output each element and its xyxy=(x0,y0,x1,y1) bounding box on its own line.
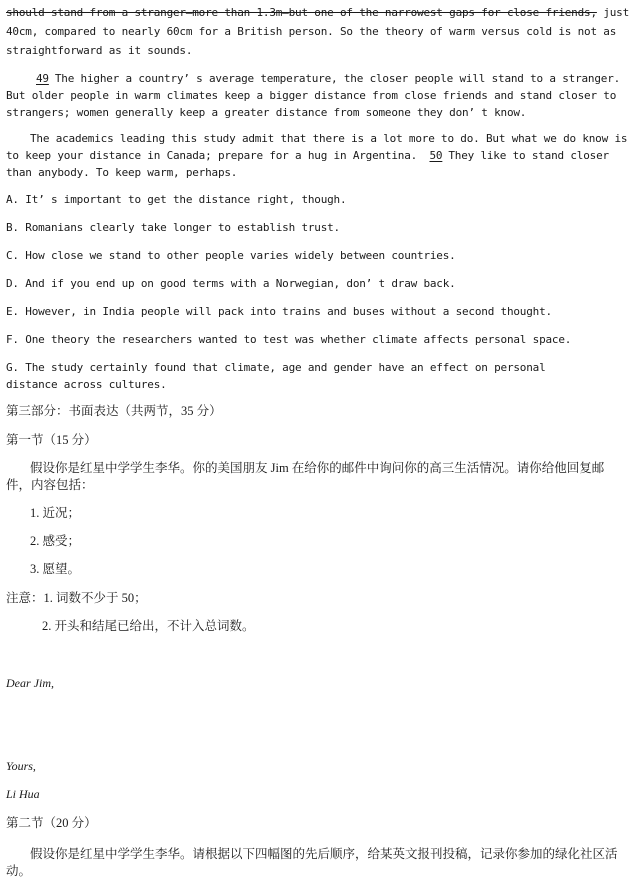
content-item-1: 1. 近况； xyxy=(30,506,81,520)
part-2-heading: 第二节（20 分） xyxy=(6,816,97,830)
note-1: 1. 词数不少于 50； xyxy=(43,591,147,605)
part-1-heading: 第一节（15 分） xyxy=(6,433,97,447)
option-f: F. One theory the researchers wanted to test was whether climate affects personal space. xyxy=(6,333,572,346)
option-b: B. Romanians clearly take longer to establish trust. xyxy=(6,221,340,234)
part-2-prompt: 假设你是红星中学学生李华。请根据以下四幅图的先后顺序，给某英文报刊投稿，记录你参加的绿化社区活动。 xyxy=(6,847,618,878)
passage-line-1-tail: just xyxy=(596,6,630,19)
option-e: E. However, in India people will pack into trains and buses without a second thought. xyxy=(6,305,552,318)
passage-line-1-struck: should stand from a stranger—more than 1.3m—but one of the narrowest gaps for close friends, xyxy=(6,6,597,19)
part-1-prompt: 假设你是红星中学学生李华。你的美国朋友 Jim 在给你的邮件中询问你的高三生活情况。请你给他回复邮件，内容包括： xyxy=(6,461,605,492)
passage-paragraph-49 xyxy=(6,70,632,121)
passage-line-2: 40cm, compared to nearly 60cm for a British person. So the theory of warm versus cold is not as xyxy=(6,25,617,38)
letter-greeting: Dear Jim, xyxy=(6,676,54,690)
section-3-heading: 第三部分：书面表达（共两节，35 分） xyxy=(6,404,222,418)
passage-paragraph-50 xyxy=(6,130,632,181)
content-item-3: 3. 愿望。 xyxy=(30,562,81,576)
letter-closing: Yours, xyxy=(6,759,36,773)
option-c: C. How close we stand to other people varies widely between countries. xyxy=(6,249,456,262)
option-d: D. And if you end up on good terms with a Norwegian, don’ t draw back. xyxy=(6,277,456,290)
blank-50: 50 xyxy=(429,149,443,162)
note-line-1 xyxy=(6,590,147,607)
paragraph-49-text: The higher a country’ s average temperature, the closer people will stand to a stranger. But older people in warm climates keep a bigger distance from close friends and stand closer to strangers; women generally keep a greater distance from someone they don’ t know. xyxy=(6,72,621,119)
content-item-2: 2. 感受； xyxy=(30,534,81,548)
paragraph-50-tail: They like to stand closer than anybody. To keep warm, perhaps. xyxy=(6,149,609,179)
passage-line-3: straightforward as it sounds. xyxy=(6,44,193,57)
paragraph-50-text: The academics leading this study admit that there is a lot more to do. But what we do know is to keep your distance in Canada; prepare for a hug in Argentina. xyxy=(6,132,628,162)
passage-line-1 xyxy=(6,4,629,21)
blank-49: 49 xyxy=(36,72,49,85)
letter-signature: Li Hua xyxy=(6,787,40,801)
note-label: 注意： xyxy=(6,591,44,605)
option-a: A. It’ s important to get the distance right, though. xyxy=(6,193,347,206)
option-g: G. The study certainly found that climate, age and gender have an effect on personal distance across cultures. xyxy=(6,361,546,391)
note-2: 2. 开头和结尾已给出，不计入总词数。 xyxy=(42,619,255,633)
